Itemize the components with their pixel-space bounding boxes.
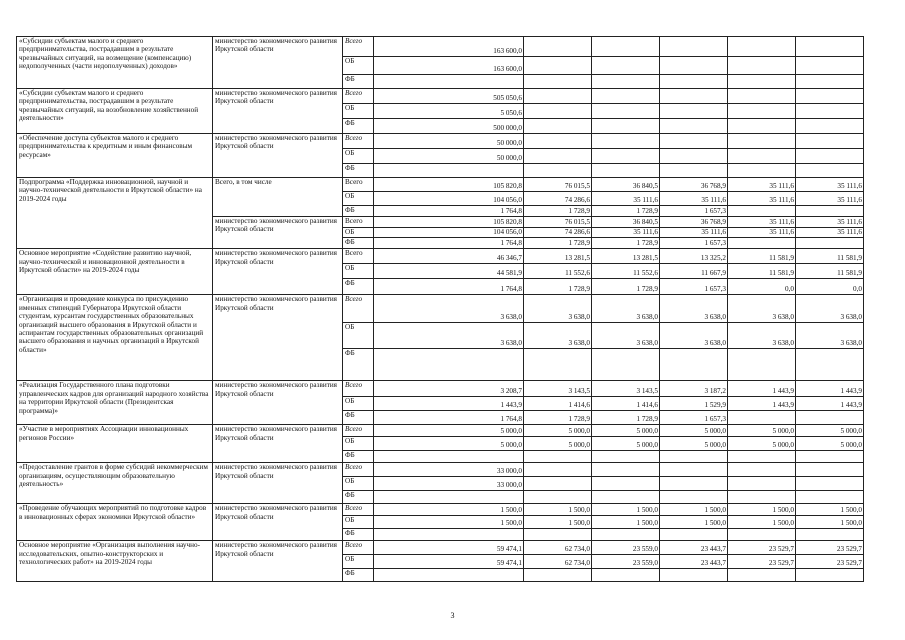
amount-cell xyxy=(374,491,524,504)
amount-cell: 1 443,9 xyxy=(796,381,864,397)
funding-source: ОБ xyxy=(343,264,374,279)
amount-cell xyxy=(592,451,660,463)
amount-cell: 5 000,0 xyxy=(592,437,660,451)
funding-source: Всего xyxy=(343,381,374,397)
amount-cell: 35 111,6 xyxy=(796,217,864,228)
amount-cell: 11 581,9 xyxy=(728,249,796,264)
amount-cell xyxy=(592,491,660,504)
amount-cell: 1 764,8 xyxy=(374,206,524,217)
amount-cell: 3 638,0 xyxy=(796,295,864,323)
amount-cell xyxy=(796,104,864,119)
responsible-executor: министерство экономического развития Иркутской области xyxy=(213,134,343,178)
amount-cell: 1 500,0 xyxy=(592,516,660,529)
amount-cell: 35 111,6 xyxy=(728,192,796,206)
amount-cell xyxy=(796,57,864,75)
amount-cell: 3 638,0 xyxy=(660,323,728,349)
amount-cell: 3 638,0 xyxy=(796,323,864,349)
amount-cell xyxy=(524,349,592,381)
amount-cell: 1 500,0 xyxy=(592,504,660,516)
amount-cell xyxy=(524,134,592,149)
table-row xyxy=(17,134,864,149)
table-row xyxy=(17,504,864,516)
amount-cell xyxy=(592,37,660,57)
amount-cell: 1 443,9 xyxy=(796,397,864,411)
amount-cell xyxy=(796,206,864,217)
funding-source: Всего xyxy=(343,541,374,555)
amount-cell xyxy=(728,491,796,504)
amount-cell: 1 657,3 xyxy=(660,411,728,425)
amount-cell xyxy=(796,149,864,164)
amount-cell: 11 552,6 xyxy=(592,264,660,279)
amount-cell xyxy=(524,477,592,491)
amount-cell: 50 000,0 xyxy=(374,149,524,164)
table-row xyxy=(17,295,864,323)
amount-cell: 35 111,6 xyxy=(660,192,728,206)
amount-cell: 1 728,9 xyxy=(592,238,660,249)
amount-cell: 44 581,9 xyxy=(374,264,524,279)
funding-source: ОБ xyxy=(343,192,374,206)
amount-cell: 59 474,1 xyxy=(374,555,524,569)
funding-source: ОБ xyxy=(343,104,374,119)
amount-cell: 74 286,6 xyxy=(524,228,592,238)
amount-cell: 23 529,7 xyxy=(728,555,796,569)
amount-cell xyxy=(728,463,796,477)
amount-cell xyxy=(592,569,660,582)
table-row xyxy=(17,425,864,437)
funding-source: ФБ xyxy=(343,451,374,463)
amount-cell: 36 768,9 xyxy=(660,178,728,192)
amount-cell: 5 000,0 xyxy=(374,425,524,437)
amount-cell: 163 600,0 xyxy=(374,37,524,57)
amount-cell: 3 638,0 xyxy=(660,295,728,323)
funding-source: ОБ xyxy=(343,57,374,75)
funding-source: ФБ xyxy=(343,119,374,134)
amount-cell: 505 050,6 xyxy=(374,89,524,104)
funding-source: ФБ xyxy=(343,491,374,504)
amount-cell: 1 500,0 xyxy=(796,516,864,529)
amount-cell: 23 559,0 xyxy=(592,541,660,555)
amount-cell xyxy=(524,37,592,57)
amount-cell: 35 111,6 xyxy=(796,192,864,206)
funding-source: Всего xyxy=(343,249,374,264)
responsible-executor: министерство экономического развития Иркутской области xyxy=(213,541,343,582)
activity-name: «Субсидии субъектам малого и среднего предпринимательства, пострадавшим в результате чрезвычайных ситуаций, на возобновление хозяйственной деятельности» xyxy=(17,89,213,134)
funding-source: ОБ xyxy=(343,149,374,164)
activity-name: Основное мероприятие «Организация выполнения научно-исследовательских, опытно-конструкторских и технологических работ» на 2019-2024 годы xyxy=(17,541,213,582)
amount-cell: 1 443,9 xyxy=(728,381,796,397)
amount-cell: 5 000,0 xyxy=(728,437,796,451)
amount-cell xyxy=(660,119,728,134)
amount-cell: 1 500,0 xyxy=(796,504,864,516)
funding-source: ФБ xyxy=(343,411,374,425)
activity-name: «Реализация Государственного плана подготовки управленческих кадров для организаций народного хозяйства на территории Иркутской области (Президентская программа)» xyxy=(17,381,213,425)
amount-cell: 5 000,0 xyxy=(796,425,864,437)
amount-cell: 1 728,9 xyxy=(524,206,592,217)
amount-cell: 36 840,5 xyxy=(592,178,660,192)
amount-cell xyxy=(524,569,592,582)
amount-cell: 5 000,0 xyxy=(524,425,592,437)
funding-source: ОБ xyxy=(343,477,374,491)
amount-cell xyxy=(728,477,796,491)
amount-cell xyxy=(728,57,796,75)
amount-cell xyxy=(728,104,796,119)
amount-cell: 5 000,0 xyxy=(796,437,864,451)
amount-cell: 5 000,0 xyxy=(660,437,728,451)
amount-cell xyxy=(796,569,864,582)
amount-cell: 3 638,0 xyxy=(592,295,660,323)
funding-source: ОБ xyxy=(343,555,374,569)
amount-cell xyxy=(660,451,728,463)
table-row xyxy=(17,463,864,477)
amount-cell xyxy=(524,529,592,541)
amount-cell: 23 443,7 xyxy=(660,541,728,555)
amount-cell xyxy=(660,164,728,178)
funding-source: ФБ xyxy=(343,279,374,295)
amount-cell xyxy=(524,451,592,463)
amount-cell xyxy=(374,569,524,582)
amount-cell: 1 529,9 xyxy=(660,397,728,411)
amount-cell: 11 581,9 xyxy=(796,249,864,264)
amount-cell xyxy=(728,411,796,425)
amount-cell xyxy=(592,164,660,178)
amount-cell: 76 015,5 xyxy=(524,178,592,192)
amount-cell: 11 581,9 xyxy=(728,264,796,279)
amount-cell: 105 820,8 xyxy=(374,178,524,192)
amount-cell: 5 000,0 xyxy=(728,425,796,437)
page-number: 3 xyxy=(450,611,455,620)
amount-cell xyxy=(796,451,864,463)
amount-cell: 13 281,5 xyxy=(592,249,660,264)
funding-source: ФБ xyxy=(343,164,374,178)
amount-cell: 23 529,7 xyxy=(728,541,796,555)
activity-name: «Обеспечение доступа субъектов малого и среднего предпринимательства к кредитным и иным финансовым ресурсам» xyxy=(17,134,213,178)
amount-cell: 1 500,0 xyxy=(660,504,728,516)
amount-cell xyxy=(796,89,864,104)
amount-cell: 1 728,9 xyxy=(524,411,592,425)
amount-cell: 1 657,3 xyxy=(660,279,728,295)
amount-cell: 105 820,8 xyxy=(374,217,524,228)
activity-name: «Проведение обучающих мероприятий по подготовке кадров в инновационных сферах экономики Иркутской области» xyxy=(17,504,213,541)
activity-name: Основное мероприятие «Содействие развитию научной, научно-технической и инновационной деятельности в Иркутской области» на 2019-2024 годы xyxy=(17,249,213,295)
responsible-executor: министерство экономического развития Иркутской области xyxy=(213,217,343,249)
amount-cell xyxy=(524,491,592,504)
table-row xyxy=(17,37,864,57)
funding-source: Всего xyxy=(343,295,374,323)
amount-cell: 3 143,5 xyxy=(592,381,660,397)
funding-source: Всего xyxy=(343,134,374,149)
funding-source: Всего xyxy=(343,37,374,57)
amount-cell: 35 111,6 xyxy=(728,217,796,228)
amount-cell: 13 281,5 xyxy=(524,249,592,264)
amount-cell xyxy=(592,119,660,134)
funding-source: ФБ xyxy=(343,349,374,381)
amount-cell xyxy=(660,104,728,119)
amount-cell xyxy=(660,75,728,89)
amount-cell: 1 414,6 xyxy=(592,397,660,411)
amount-cell: 1 500,0 xyxy=(728,516,796,529)
amount-cell: 3 143,5 xyxy=(524,381,592,397)
amount-cell: 35 111,6 xyxy=(796,178,864,192)
amount-cell: 33 000,0 xyxy=(374,463,524,477)
funding-source: ОБ xyxy=(343,437,374,451)
amount-cell xyxy=(592,104,660,119)
amount-cell: 3 638,0 xyxy=(592,323,660,349)
amount-cell xyxy=(728,238,796,249)
amount-cell xyxy=(728,569,796,582)
amount-cell xyxy=(796,491,864,504)
amount-cell xyxy=(796,477,864,491)
amount-cell: 23 529,7 xyxy=(796,555,864,569)
amount-cell xyxy=(524,104,592,119)
amount-cell xyxy=(660,57,728,75)
amount-cell: 1 500,0 xyxy=(524,516,592,529)
amount-cell xyxy=(796,529,864,541)
amount-cell: 1 500,0 xyxy=(374,516,524,529)
funding-source: ФБ xyxy=(343,238,374,249)
amount-cell xyxy=(592,134,660,149)
amount-cell xyxy=(660,463,728,477)
amount-cell xyxy=(796,411,864,425)
amount-cell xyxy=(796,37,864,57)
amount-cell xyxy=(728,164,796,178)
activity-name: «Организация и проведение конкурса по присуждению именных стипендий Губернатора Иркутской области студентам, курсантам государственных образовательных организаций высшего образования в Иркутской области и аспирантам государственных образовательных организаций высшего образования и научных организаций в Иркутской области» xyxy=(17,295,213,381)
amount-cell: 0,0 xyxy=(796,279,864,295)
funding-source: Всего xyxy=(343,504,374,516)
amount-cell: 1 657,3 xyxy=(660,206,728,217)
amount-cell: 13 325,2 xyxy=(660,249,728,264)
amount-cell xyxy=(374,529,524,541)
amount-cell xyxy=(796,349,864,381)
amount-cell xyxy=(728,349,796,381)
amount-cell xyxy=(660,529,728,541)
amount-cell: 0,0 xyxy=(728,279,796,295)
amount-cell xyxy=(728,119,796,134)
amount-cell xyxy=(592,57,660,75)
amount-cell xyxy=(524,164,592,178)
amount-cell: 23 529,7 xyxy=(796,541,864,555)
amount-cell: 1 728,9 xyxy=(592,279,660,295)
amount-cell xyxy=(728,134,796,149)
amount-cell: 3 208,7 xyxy=(374,381,524,397)
funding-source: ОБ xyxy=(343,516,374,529)
amount-cell: 1 657,3 xyxy=(660,238,728,249)
funding-source: ФБ xyxy=(343,75,374,89)
amount-cell xyxy=(728,89,796,104)
amount-cell xyxy=(660,477,728,491)
activity-name: «Участие в мероприятиях Ассоциации инновационных регионов России» xyxy=(17,425,213,463)
amount-cell: 46 346,7 xyxy=(374,249,524,264)
amount-cell: 3 638,0 xyxy=(374,323,524,349)
funding-source: Всего xyxy=(343,425,374,437)
amount-cell xyxy=(374,164,524,178)
amount-cell: 11 667,9 xyxy=(660,264,728,279)
amount-cell xyxy=(592,529,660,541)
funding-source: ФБ xyxy=(343,206,374,217)
amount-cell: 1 764,8 xyxy=(374,238,524,249)
budget-table xyxy=(16,36,864,582)
responsible-executor: министерство экономического развития Иркутской области xyxy=(213,425,343,463)
activity-name: Подпрограмма «Поддержка инновационной, научной и научно-технической деятельности в Иркутской области» на 2019-2024 годы xyxy=(17,178,213,249)
responsible-executor: министерство экономического развития Иркутской области xyxy=(213,295,343,381)
activity-name: «Предоставление грантов в форме субсидий некоммерческим организациям, осуществляющим образовательную деятельность» xyxy=(17,463,213,504)
table-row xyxy=(17,381,864,397)
funding-source: Всего xyxy=(343,463,374,477)
amount-cell xyxy=(592,463,660,477)
amount-cell: 1 500,0 xyxy=(728,504,796,516)
responsible-executor: министерство экономического развития Иркутской области xyxy=(213,381,343,425)
amount-cell: 36 768,9 xyxy=(660,217,728,228)
amount-cell xyxy=(728,206,796,217)
amount-cell xyxy=(524,149,592,164)
amount-cell xyxy=(660,37,728,57)
amount-cell: 5 050,6 xyxy=(374,104,524,119)
amount-cell: 3 638,0 xyxy=(524,295,592,323)
amount-cell xyxy=(374,75,524,89)
amount-cell: 163 600,0 xyxy=(374,57,524,75)
amount-cell xyxy=(796,75,864,89)
amount-cell: 1 764,8 xyxy=(374,411,524,425)
amount-cell xyxy=(660,349,728,381)
funding-source: ОБ xyxy=(343,228,374,238)
amount-cell: 1 728,9 xyxy=(524,279,592,295)
amount-cell: 1 443,9 xyxy=(728,397,796,411)
amount-cell: 35 111,6 xyxy=(728,228,796,238)
amount-cell xyxy=(728,37,796,57)
amount-cell: 3 638,0 xyxy=(524,323,592,349)
amount-cell: 74 286,6 xyxy=(524,192,592,206)
amount-cell xyxy=(660,149,728,164)
amount-cell xyxy=(592,89,660,104)
amount-cell: 11 552,6 xyxy=(524,264,592,279)
amount-cell: 50 000,0 xyxy=(374,134,524,149)
amount-cell: 35 111,6 xyxy=(592,192,660,206)
amount-cell: 23 559,0 xyxy=(592,555,660,569)
amount-cell xyxy=(728,451,796,463)
amount-cell: 5 000,0 xyxy=(592,425,660,437)
amount-cell xyxy=(374,349,524,381)
table-row xyxy=(17,541,864,555)
amount-cell: 62 734,0 xyxy=(524,555,592,569)
responsible-executor: министерство экономического развития Иркутской области xyxy=(213,37,343,89)
funding-source: Всего xyxy=(343,178,374,192)
amount-cell xyxy=(796,463,864,477)
amount-cell xyxy=(796,164,864,178)
amount-cell xyxy=(374,451,524,463)
responsible-executor: министерство экономического развития Иркутской области xyxy=(213,89,343,134)
amount-cell: 35 111,6 xyxy=(660,228,728,238)
amount-cell: 1 728,9 xyxy=(592,206,660,217)
amount-cell: 1 500,0 xyxy=(660,516,728,529)
amount-cell xyxy=(524,89,592,104)
amount-cell: 1 443,9 xyxy=(374,397,524,411)
amount-cell xyxy=(796,238,864,249)
amount-cell xyxy=(728,529,796,541)
amount-cell: 5 000,0 xyxy=(660,425,728,437)
amount-cell: 3 638,0 xyxy=(374,295,524,323)
amount-cell xyxy=(524,119,592,134)
amount-cell: 1 728,9 xyxy=(524,238,592,249)
amount-cell xyxy=(728,75,796,89)
funding-source: ФБ xyxy=(343,569,374,582)
funding-source: ОБ xyxy=(343,323,374,349)
amount-cell: 35 111,6 xyxy=(796,228,864,238)
amount-cell: 1 414,6 xyxy=(524,397,592,411)
funding-source: ОБ xyxy=(343,397,374,411)
funding-source: Всего xyxy=(343,89,374,104)
amount-cell xyxy=(660,89,728,104)
amount-cell xyxy=(592,75,660,89)
amount-cell xyxy=(796,134,864,149)
responsible-executor: министерство экономического развития Иркутской области xyxy=(213,249,343,295)
amount-cell xyxy=(524,75,592,89)
amount-cell: 1 764,8 xyxy=(374,279,524,295)
amount-cell: 3 187,2 xyxy=(660,381,728,397)
responsible-executor: министерство экономического развития Иркутской области xyxy=(213,504,343,541)
amount-cell xyxy=(592,149,660,164)
amount-cell: 35 111,6 xyxy=(728,178,796,192)
amount-cell: 1 500,0 xyxy=(524,504,592,516)
amount-cell xyxy=(660,491,728,504)
amount-cell xyxy=(524,57,592,75)
amount-cell xyxy=(592,349,660,381)
amount-cell: 3 638,0 xyxy=(728,295,796,323)
amount-cell: 33 000,0 xyxy=(374,477,524,491)
amount-cell: 23 443,7 xyxy=(660,555,728,569)
funding-source: Всего xyxy=(343,217,374,228)
amount-cell: 104 056,0 xyxy=(374,228,524,238)
amount-cell: 36 840,5 xyxy=(592,217,660,228)
amount-cell: 500 000,0 xyxy=(374,119,524,134)
amount-cell: 1 500,0 xyxy=(374,504,524,516)
table-row xyxy=(17,249,864,264)
amount-cell: 104 056,0 xyxy=(374,192,524,206)
amount-cell xyxy=(592,477,660,491)
table-row xyxy=(17,89,864,104)
amount-cell: 1 728,9 xyxy=(592,411,660,425)
amount-cell: 11 581,9 xyxy=(796,264,864,279)
amount-cell: 5 000,0 xyxy=(524,437,592,451)
responsible-executor: Всего, в том числе xyxy=(213,178,343,217)
amount-cell: 59 474,1 xyxy=(374,541,524,555)
funding-source: ФБ xyxy=(343,529,374,541)
amount-cell: 3 638,0 xyxy=(728,323,796,349)
amount-cell xyxy=(660,569,728,582)
amount-cell: 76 015,5 xyxy=(524,217,592,228)
table-row xyxy=(17,178,864,192)
amount-cell: 35 111,6 xyxy=(592,228,660,238)
amount-cell xyxy=(524,463,592,477)
responsible-executor: министерство экономического развития Иркутской области xyxy=(213,463,343,504)
amount-cell: 62 734,0 xyxy=(524,541,592,555)
activity-name: «Субсидии субъектам малого и среднего предпринимательства, пострадавшим в результате чрезвычайных ситуаций, на возмещение (компенсацию) недополученных (части недополученных) доходов» xyxy=(17,37,213,89)
amount-cell xyxy=(660,134,728,149)
amount-cell xyxy=(728,149,796,164)
amount-cell xyxy=(796,119,864,134)
amount-cell: 5 000,0 xyxy=(374,437,524,451)
